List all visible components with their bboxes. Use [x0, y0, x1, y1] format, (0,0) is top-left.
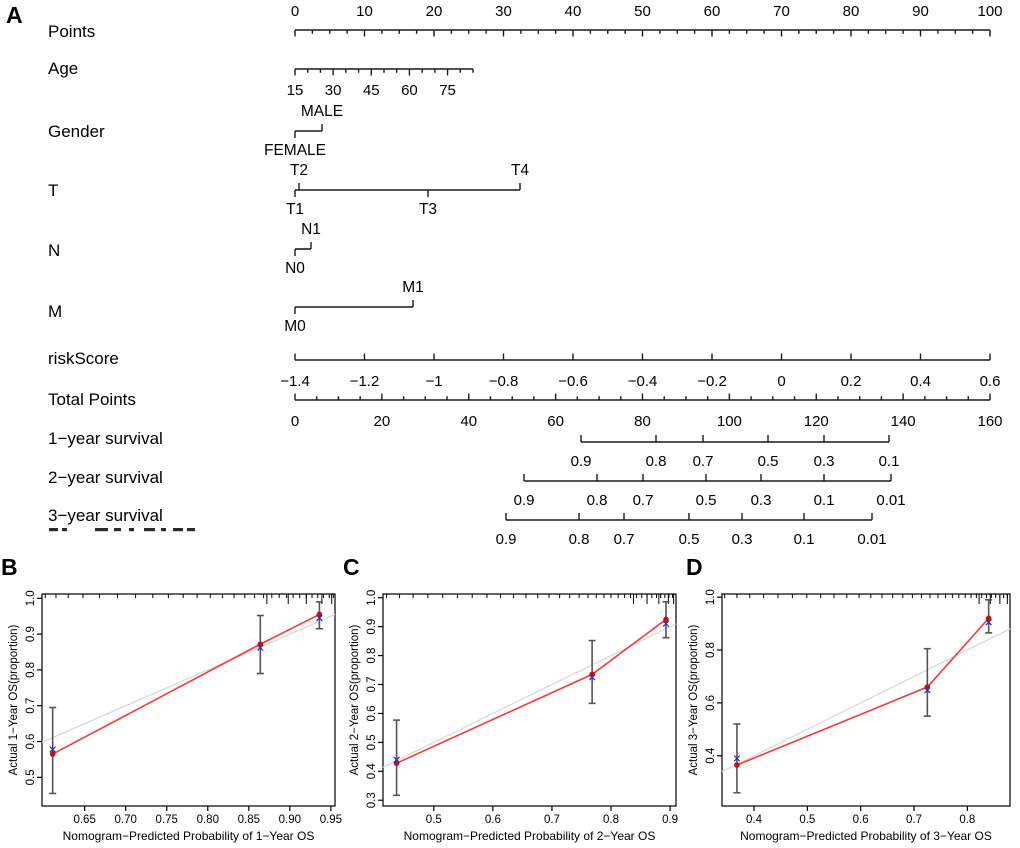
axis-tick-label: −0.6 [558, 373, 588, 390]
axis-tick-label: 60 [401, 82, 418, 99]
nomogram-row-3-year-survival [48, 506, 887, 548]
axis-tick-label: 50 [634, 3, 651, 20]
cropped-next-row-remnant [173, 528, 183, 531]
cropped-next-row-remnant [187, 528, 195, 531]
category-label: MALE [300, 103, 344, 120]
y-tick-label: 0.7 [25, 697, 37, 714]
axis-tick-label: 90 [912, 3, 929, 20]
nomogram-row-gender [48, 103, 343, 159]
x-tick-label: 0.9 [662, 814, 679, 826]
nomogram-row-points [48, 3, 1003, 41]
row-label: N [48, 241, 61, 260]
panel-label-c: C [343, 554, 360, 580]
axis-tick-label: −1 [425, 373, 443, 390]
plot-box [383, 594, 676, 806]
nomogram-row-2-year-survival [48, 468, 906, 509]
x-tick-label: 0.6 [484, 814, 501, 826]
y-tick-label: 0.6 [25, 733, 37, 750]
panel-label-b: B [1, 554, 18, 580]
axis-tick-label: 70 [773, 3, 790, 20]
row-label: Points [48, 22, 96, 41]
calibration-line [737, 618, 989, 765]
axis-tick-label: 15 [286, 82, 304, 99]
y-tick-label: 0.7 [366, 676, 378, 693]
axis-tick-label: 40 [460, 413, 478, 430]
category-label: T4 [510, 162, 530, 179]
axis-tick-label: 0.4 [910, 373, 931, 390]
y-tick-label: 0.9 [366, 618, 378, 635]
x-tick-label: 0.75 [155, 814, 178, 826]
row-label: Age [48, 59, 79, 78]
y-tick-label: 0.6 [366, 705, 378, 722]
axis-tick-label: 0.1 [878, 453, 900, 470]
nomogram-row-m [48, 279, 424, 335]
axis-tick-label: 160 [977, 413, 1003, 430]
x-tick-label: 0.5 [799, 814, 816, 826]
x-axis-title: Nomogram−Predicted Probability of 3−Year OS [740, 829, 992, 843]
panel-b-calibration [8, 590, 342, 843]
axis-tick-label: 20 [373, 413, 391, 430]
axis-tick-label: 0.7 [692, 453, 714, 470]
axis-tick-label: 0.7 [613, 531, 635, 548]
panel-a-nomogram [48, 3, 1003, 548]
row-label: riskScore [48, 349, 119, 368]
axis-tick-label: 0.01 [857, 531, 887, 548]
panel-label-a: A [6, 2, 23, 28]
row-label: Total Points [48, 390, 136, 409]
nomogram-row-riskscore [48, 349, 1000, 390]
x-tick-label: 0.85 [237, 814, 261, 826]
category-label: N0 [285, 260, 305, 277]
y-tick-label: 1.0 [366, 589, 378, 606]
axis-tick-label: 0.8 [645, 453, 667, 470]
nomogram-row-total-points [48, 390, 1003, 430]
axis-tick-label: −0.2 [697, 373, 727, 390]
cropped-next-row-remnant [95, 528, 108, 531]
axis-tick-label: 0.8 [586, 492, 608, 509]
x-axis-title: Nomogram−Predicted Probability of 1−Year OS [62, 829, 315, 843]
axis-tick-label: 80 [634, 413, 651, 430]
row-label: M [48, 302, 63, 321]
axis-tick-label: 120 [803, 413, 829, 430]
x-tick-label: 0.8 [603, 814, 620, 826]
nomogram-row-t [48, 162, 529, 218]
y-tick-label: 0.8 [705, 642, 717, 659]
y-tick-label: 0.3 [366, 792, 378, 809]
axis-tick-label: −1.2 [349, 373, 380, 390]
panel-d-calibration [688, 589, 1010, 843]
panel-c-calibration [349, 590, 678, 843]
y-tick-label: 0.5 [25, 769, 37, 786]
cropped-next-row-remnant [49, 528, 58, 531]
axis-tick-label: 0 [290, 413, 300, 430]
row-label: 1−year survival [48, 429, 163, 448]
axis-tick-label: 140 [890, 413, 916, 430]
axis-tick-label: 0 [290, 3, 300, 20]
cropped-next-row-remnant [161, 528, 166, 531]
category-label: T3 [418, 201, 438, 218]
axis-tick-label: 10 [356, 3, 373, 20]
observed-point [589, 672, 595, 678]
axis-tick-label: 0.3 [813, 453, 835, 470]
category-label: T2 [289, 162, 309, 179]
y-tick-label: 0.4 [366, 763, 378, 780]
calibration-line [397, 619, 666, 763]
axis-tick-label: 80 [842, 3, 860, 20]
plot-box [42, 594, 335, 806]
axis-tick-label: 0.9 [513, 492, 535, 509]
axis-tick-label: 60 [703, 3, 721, 20]
category-label: FEMALE [263, 142, 327, 159]
cropped-next-row-remnant [62, 528, 67, 531]
axis-tick-label: 75 [439, 82, 456, 99]
category-label: M1 [402, 279, 424, 296]
category-label: T1 [285, 201, 305, 218]
row-label: 2−year survival [48, 468, 163, 487]
y-tick-label: 0.9 [25, 626, 37, 643]
x-tick-label: 0.65 [73, 814, 96, 826]
axis-tick-label: −0.8 [488, 373, 519, 390]
y-axis-title: Actual 3−Year OS(proportion) [688, 624, 700, 776]
axis-tick-label: 30 [324, 82, 342, 99]
axis-tick-label: 60 [547, 413, 564, 430]
axis-tick-label: 0.01 [876, 492, 906, 509]
x-tick-label: 0.90 [278, 814, 302, 826]
axis-tick-label: 0.5 [678, 531, 700, 548]
y-tick-label: 1.0 [705, 589, 717, 606]
ideal-reference-line [42, 614, 335, 742]
x-tick-label: 0.7 [906, 814, 922, 826]
axis-tick-label: 20 [425, 3, 443, 20]
axis-tick-label: 0 [777, 373, 786, 390]
x-tick-label: 0.5 [425, 814, 442, 826]
category-label: M0 [284, 318, 306, 335]
axis-tick-label: 0.6 [979, 373, 1001, 390]
panel-label-d: D [686, 554, 703, 580]
axis-tick-label: 0.9 [495, 531, 517, 548]
axis-tick-label: 0.3 [750, 492, 772, 509]
x-tick-label: 0.6 [852, 814, 869, 826]
y-tick-label: 0.5 [366, 734, 378, 751]
axis-tick-label: 0.1 [813, 492, 835, 509]
y-tick-label: 0.8 [366, 647, 378, 664]
row-label: Gender [48, 122, 105, 141]
y-axis-title: Actual 2−Year OS(proportion) [349, 624, 361, 776]
axis-tick-label: 30 [495, 3, 512, 20]
nomogram-row-n [48, 221, 321, 277]
axis-tick-label: 0.1 [793, 531, 815, 548]
y-tick-label: 0.4 [705, 747, 717, 764]
axis-tick-label: 40 [564, 3, 582, 20]
axis-tick-label: 45 [362, 82, 380, 99]
calibration-line [53, 614, 320, 754]
cropped-next-row-remnant [144, 528, 155, 531]
axis-tick-label: 0.5 [757, 453, 779, 470]
axis-tick-label: 0.7 [632, 492, 654, 509]
row-label: 3−year survival [48, 506, 163, 525]
category-label: N1 [301, 221, 321, 238]
x-tick-label: 0.4 [746, 814, 762, 826]
axis-tick-label: 100 [716, 413, 742, 430]
axis-tick-label: −0.4 [627, 373, 658, 390]
x-tick-label: 0.70 [114, 814, 137, 826]
x-tick-label: 0.8 [959, 814, 976, 826]
axis-tick-label: −1.4 [280, 373, 310, 390]
cropped-next-row-remnant [129, 528, 134, 531]
nomogram-row-age [48, 59, 473, 99]
y-tick-label: 0.8 [25, 661, 37, 678]
x-tick-label: 0.7 [543, 814, 560, 826]
row-label: T [48, 181, 59, 200]
axis-tick-label: 0.3 [731, 531, 753, 548]
y-tick-label: 1.0 [25, 590, 37, 607]
nomogram-row-1-year-survival [48, 429, 899, 470]
cropped-next-row-remnant [114, 528, 121, 531]
axis-tick-label: 0.5 [695, 492, 717, 509]
y-tick-label: 0.6 [705, 694, 717, 711]
x-axis-title: Nomogram−Predicted Probability of 2−Year OS [403, 829, 656, 843]
axis-tick-label: 100 [977, 3, 1003, 20]
axis-tick-label: 0.9 [570, 453, 592, 470]
axis-tick-label: 0.8 [568, 531, 590, 548]
axis-tick-label: 0.2 [840, 373, 862, 390]
y-axis-title: Actual 1−Year OS(proportion) [8, 624, 20, 776]
x-tick-label: 0.80 [196, 814, 219, 826]
observed-point [734, 762, 740, 768]
x-tick-label: 0.95 [319, 814, 343, 826]
ideal-reference-line [722, 629, 1010, 772]
